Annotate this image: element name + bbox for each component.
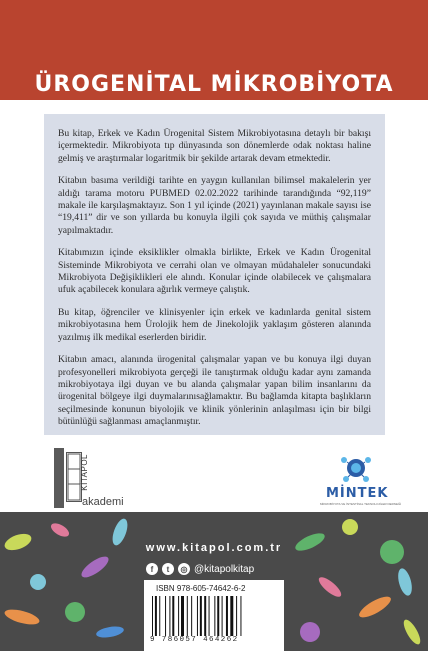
barcode-stripe [230,596,233,636]
barcode-stripe [159,596,160,636]
barcode-stripe [200,596,202,636]
akademi-text: akademi [82,496,124,508]
barcode-stripe [187,596,188,636]
paragraph-4: Bu kitap, öğrenciler ve klinisyenler için erkek ve kadınlarda genital sistem mikrobiyotasına hem Ürolojik hem de Jinekolojik yaklaşım gösteren alanında yazılmış ilk medikal eserlerden biridir. [58,306,371,343]
barcode [152,596,276,636]
facebook-icon: f [146,563,158,575]
mintek-name: MİNTEK [326,486,389,501]
back-cover-text-panel [44,114,385,435]
barcode-stripe [181,596,184,636]
barcode-stripe [204,596,206,636]
barcode-stripe [165,596,166,636]
paragraph-3: Kitabımızın içinde eksiklikler olmakla birlikte, Erkek ve Kadın Ürogenital Sisteminde Mikrobiyota ve cerrahi olan ve olmayan müdahaleler sonucundaki Mikrobiyota Değişiklikleri ele alındı. Konular içinde olabilecek ve çalışmalara ufuk açabilecek konulara ağırlık vermeye çalıştık. [58,247,371,296]
kitapol-vertical-text: KİTAPOL [80,454,89,491]
barcode-stripe [178,596,179,636]
paragraph-5: Kitabın amacı, alanında ürogenital çalışmalar yapan ve bu konuya ilgi duyan profesyonelleri mikrobiyota gerçeği ile tanıştırmak olduğu kadar aynı zamanda mikrobiyotaya ilgi duyan ve bu alanda çalışmalar yapan bilim insanlarını da ürogenital bölgeye ilgi duymalarınısağlamaktır. Bu bağlamda kitapta başlıkların seçilmesinde konunun biyolojik ve klinik yönlerinin anlaşılması için bir bilgi bütünlüğü sağlanması amaçlanmıştır. [58,354,371,428]
mintek-logo [318,452,402,512]
barcode-stripe [217,596,219,636]
twitter-icon: t [162,563,174,575]
mintek-tagline: MİKROBİYOTA VE İNTESTİNAL TEKNOLOJİLER DERNEĞİ [320,502,402,506]
barcode-stripe [214,596,215,636]
molecule-icon [318,452,394,486]
barcode-stripe [209,596,210,636]
barcode-stripe [197,596,198,636]
website-url: www.kitapol.com.tr [145,542,283,554]
barcode-digits: 9 786057 464262 [150,636,239,644]
kitapol-akademi-logo [52,448,132,512]
barcode-stripe [172,596,174,636]
barcode-box [144,580,284,651]
barcode-stripe [240,596,241,636]
social-handle: @kitapolkitap [194,563,255,575]
social-links [146,562,254,576]
barcode-stripe [226,596,228,636]
paragraph-1: Bu kitap, Erkek ve Kadın Ürogenital Sistem Mikrobiyotasına detaylı bir bakışı içermektedir. Mikrobiyota tıp dünyasında son dönemlerde odak noktası haline gelmiş ve araştırmalar logaritmik bir şekilde artarak devam etmektedir. [58,128,371,164]
book-title: ÜROGENİTAL MİKROBİYOTA [34,72,394,97]
isbn-text: ISBN 978-605-74642-6-2 [156,584,246,593]
barcode-stripe [169,596,170,636]
logo-bar [54,448,64,508]
barcode-stripe [191,596,192,636]
barcode-stripe [155,596,157,636]
barcode-stripe [222,596,223,636]
paragraph-2: Kitabın basıma verildiği tarihte en yaygın kullanılan bilimsel makalelerin yer aldığı tarama motoru PUBMED 02.02.2022 tarihinde tarandığında “92,119” makale ile karşılaşmaktayız. Son 1 yıl içinde (2021) yayınlanan makale sayısı ise “19,411” dir ve son yıllarda bu konuyla ilgili çok sayıda ve müthiş çalışmalar yapılmaktadır. [58,175,371,236]
bottom-band [0,512,428,651]
instagram-icon: ◎ [178,563,190,575]
barcode-stripe [236,596,237,636]
barcode-stripe [152,596,153,636]
